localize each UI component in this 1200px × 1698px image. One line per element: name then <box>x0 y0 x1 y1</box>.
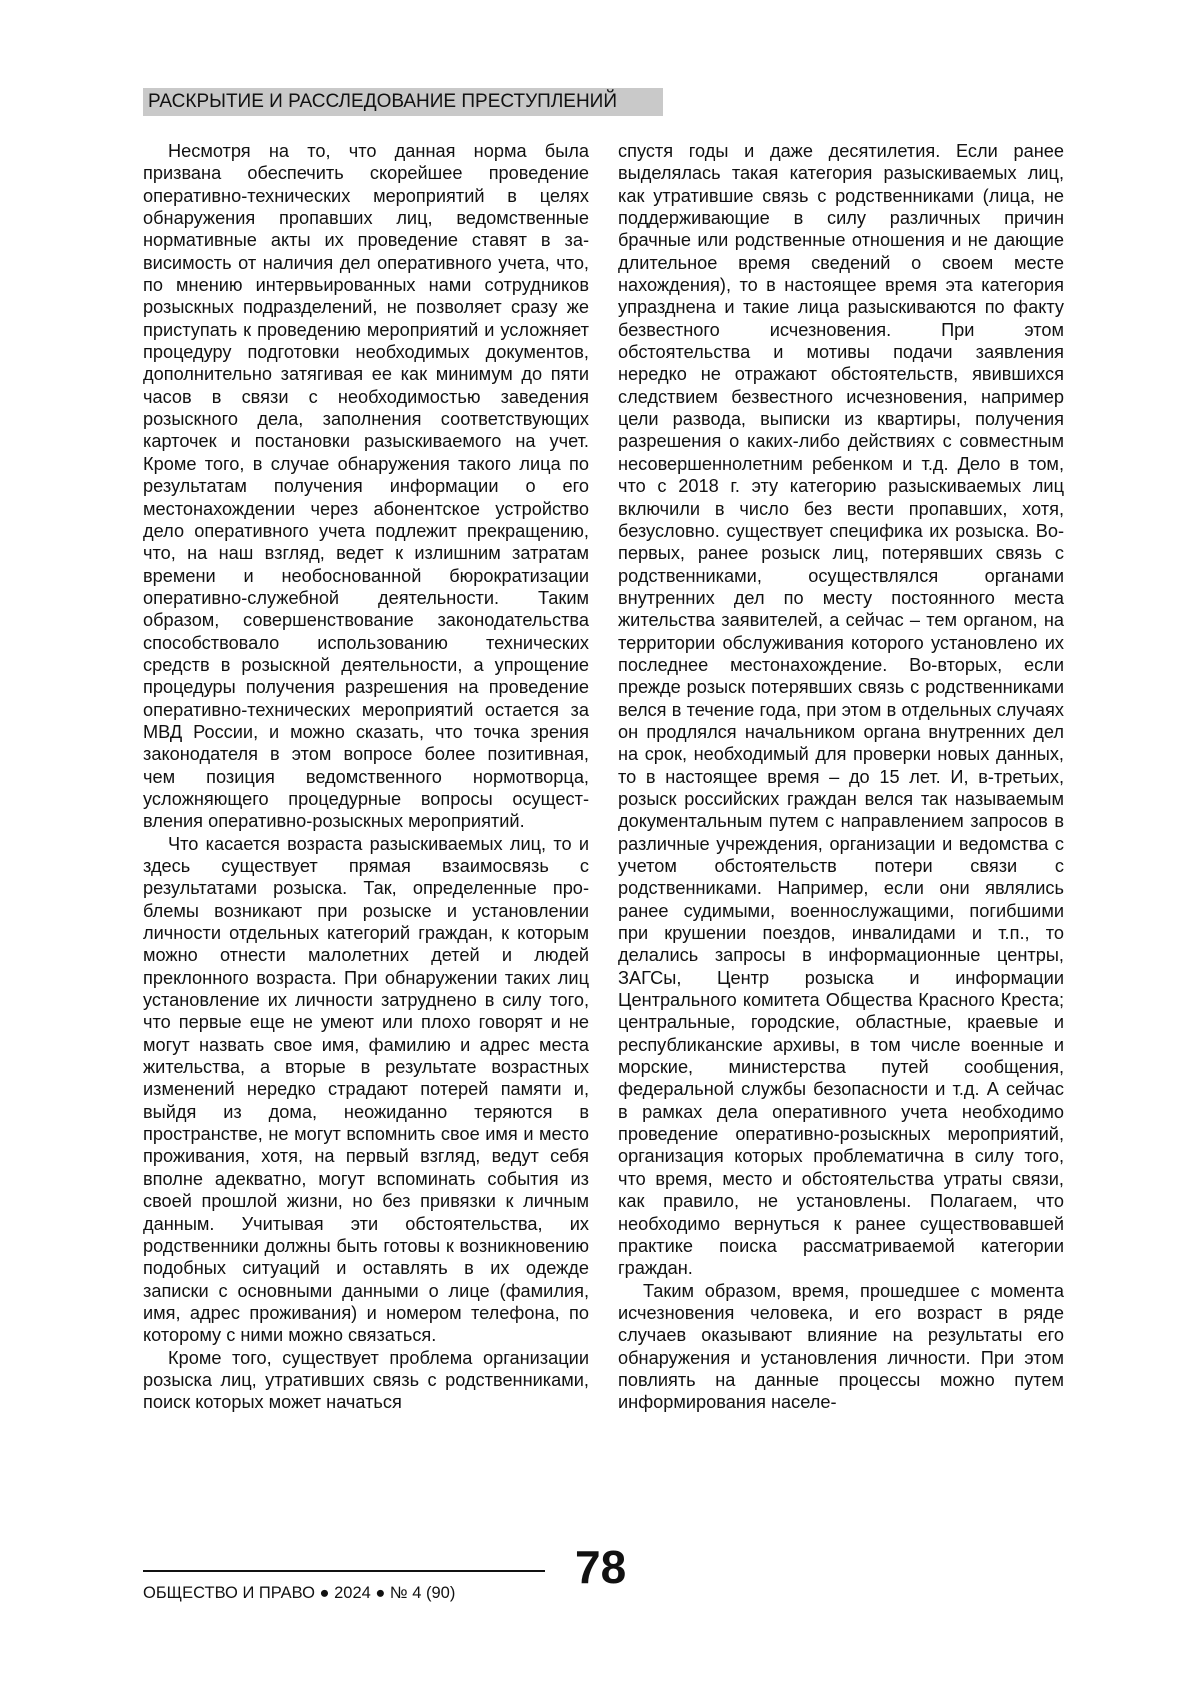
journal-info: ОБЩЕСТВО И ПРАВО ● 2024 ● № 4 (90) <box>143 1584 455 1603</box>
section-header-title: РАСКРЫТИЕ И РАССЛЕДОВАНИЕ ПРЕСТУПЛЕНИЙ <box>148 89 617 115</box>
paragraph-continued: спустя годы и даже десятилетия. Если ранее выделялась такая категория разыскиваемых лиц, как утратившие связь с родственниками (лица, не поддерживающие в силу различных причин брачные или родственные отношения и не дающие длительное время сведений о сво­ем месте нахождения), то в настоящее время эта категория упразднена и такие лица разы­скиваются по факту безвестного исчезновения. При этом обстоятельства и мотивы подачи за­явления нередко не отражают обстоятельств, явившихся следствием безвестного исчезно­вения, например цели развода, выписки из квартиры, получения разрешения о каких-либо действиях с совместным несовершеннолетним ребенком и т.д. Дело в том, что с 2018 г. эту ка­тегорию разыскиваемых лиц включили в число без вести пропавших, хотя, безусловно. суще­ствует специфика их розыска. Во-первых, ра­нее розыск лиц, потерявших связь с родствен­никами, осуществлялся органами внутренних дел по месту постоянного места жительства заявителей, а сейчас – тем органом, на тер­ритории обслуживания которого установлено их последнее местонахождение. Во-вторых, если прежде розыск потерявших связь с род­ственниками велся в течение года, при этом в отдельных случаях он продлялся начальником органа внутренних дел на срок, необходимый для проверки новых данных, то в настоящее время – до 15 лет. И, в-третьих, розыск рос­сийских граждан велся так называемым доку­ментальным путем с направлением запросов в различные учреждения, организации и ве­домства с учетом обстоятельств потери связи с родственниками. Например, если они явля­лись ранее судимыми, военнослужащими, по­гибшими при крушении поездов, инвалидами и т.п., то делались запросы в информационные центры, ЗАГСы, Центр розыска и информации Центрального комитета Общества Красного Креста; центральные, городские, областные, краевые и республиканские архивы, в том чис­ле военные и морские, министерства путей со­общения, федеральной службы безопасности и т.д. А сейчас в рамках дела оперативного учета необходимо проведение оперативно-розыскных мероприятий, организация которых проблематична в силу того, что время, место и обстоятельства утраты связи, как правило, не установлены. Полагаем, что необходимо вер­нуться к ранее существовавшей практике поиска рассматриваемой категории граждан. <box>618 140 1064 1280</box>
paragraph: Что касается возраста разыскиваемых лиц, то и здесь существует прямая взаимосвязь с результатами розыска. Так, определенные про­блемы возникают при розыске и установлении личности отдельных категорий граждан, к кото­рым можно отнести малолетних детей и людей преклонного возраста. При обнаружении таких лиц установление их личности затруднено в силу того, что первые еще не умеют или плохо говорят и не могут назвать свое имя, фамилию и адрес места жительства, а вторые в резуль­тате возрастных изменений нередко страдают потерей памяти и, выйдя из дома, неожиданно теряются в пространстве, не могут вспомнить свое имя и место проживания, хотя, на первый взгляд, ведут себя вполне адекватно, могут вспоминать события из своей прошлой жизни, но без привязки к личным данным. Учитывая эти обстоятельства, их родственники должны быть готовы к возникновению подобных ситу­аций и оставлять в их одежде записки с основ­ными данными о лице (фамилия, имя, адрес проживания) и номером телефона, по которо­му с ними можно связаться. <box>143 833 589 1347</box>
left-text-column <box>143 140 589 1414</box>
page-number: 78 <box>575 1542 626 1592</box>
paragraph: Несмотря на то, что данная норма была призвана обеспечить скорейшее проведение оперативно-технических мероприятий в целях обнаружения пропавших лиц, ведомственные нормативные акты их проведение ставят в за­висимость от наличия дел оперативного учета, что, по мнению интервьированных нами сотруд­ников розыскных подразделений, не позволяет сразу же приступать к проведению мероприя­тий и усложняет процедуру подготовки необхо­димых документов, дополнительно затягивая ее как минимум до пяти часов в связи с необ­ходимостью заведения розыскного дела, запол­нения соответствующих карточек и постановки разыскиваемого на учет. Кроме того, в случае обнаружения такого лица по результатам по­лучения информации о его местонахождении через абонентское устройство дело оператив­ного учета подлежит прекращению, что, на наш взгляд, ведет к излишним затратам времени и необоснованной бюрократизации оперативно-служебной деятельности. Таким образом, со­вершенствование законодательства способ­ствовало использованию технических средств в розыскной деятельности, а упрощение процеду­ры получения разрешения на проведение опе­ративно-технических мероприятий остается за МВД России, и можно сказать, что точка зрения законодателя в этом вопросе более позитив­ная, чем позиция ведомственного нормотворца, усложняющего процедурные вопросы осущест­вления оперативно-розыскных мероприятий. <box>143 140 589 833</box>
right-text-column <box>618 140 1064 1414</box>
footer-divider <box>143 1570 545 1572</box>
paragraph: Кроме того, существует проблема органи­зации розыска лиц, утративших связь с род­ственниками, поиск которых может начаться <box>143 1347 589 1414</box>
paragraph: Таким образом, время, прошедшее с мо­мента исчезновения человека, и его возраст в ряде случаев оказывают влияние на ре­зультаты его обнаружения и установления личности. При этом повлиять на данные про­цессы можно путем информирования населе- <box>618 1280 1064 1414</box>
